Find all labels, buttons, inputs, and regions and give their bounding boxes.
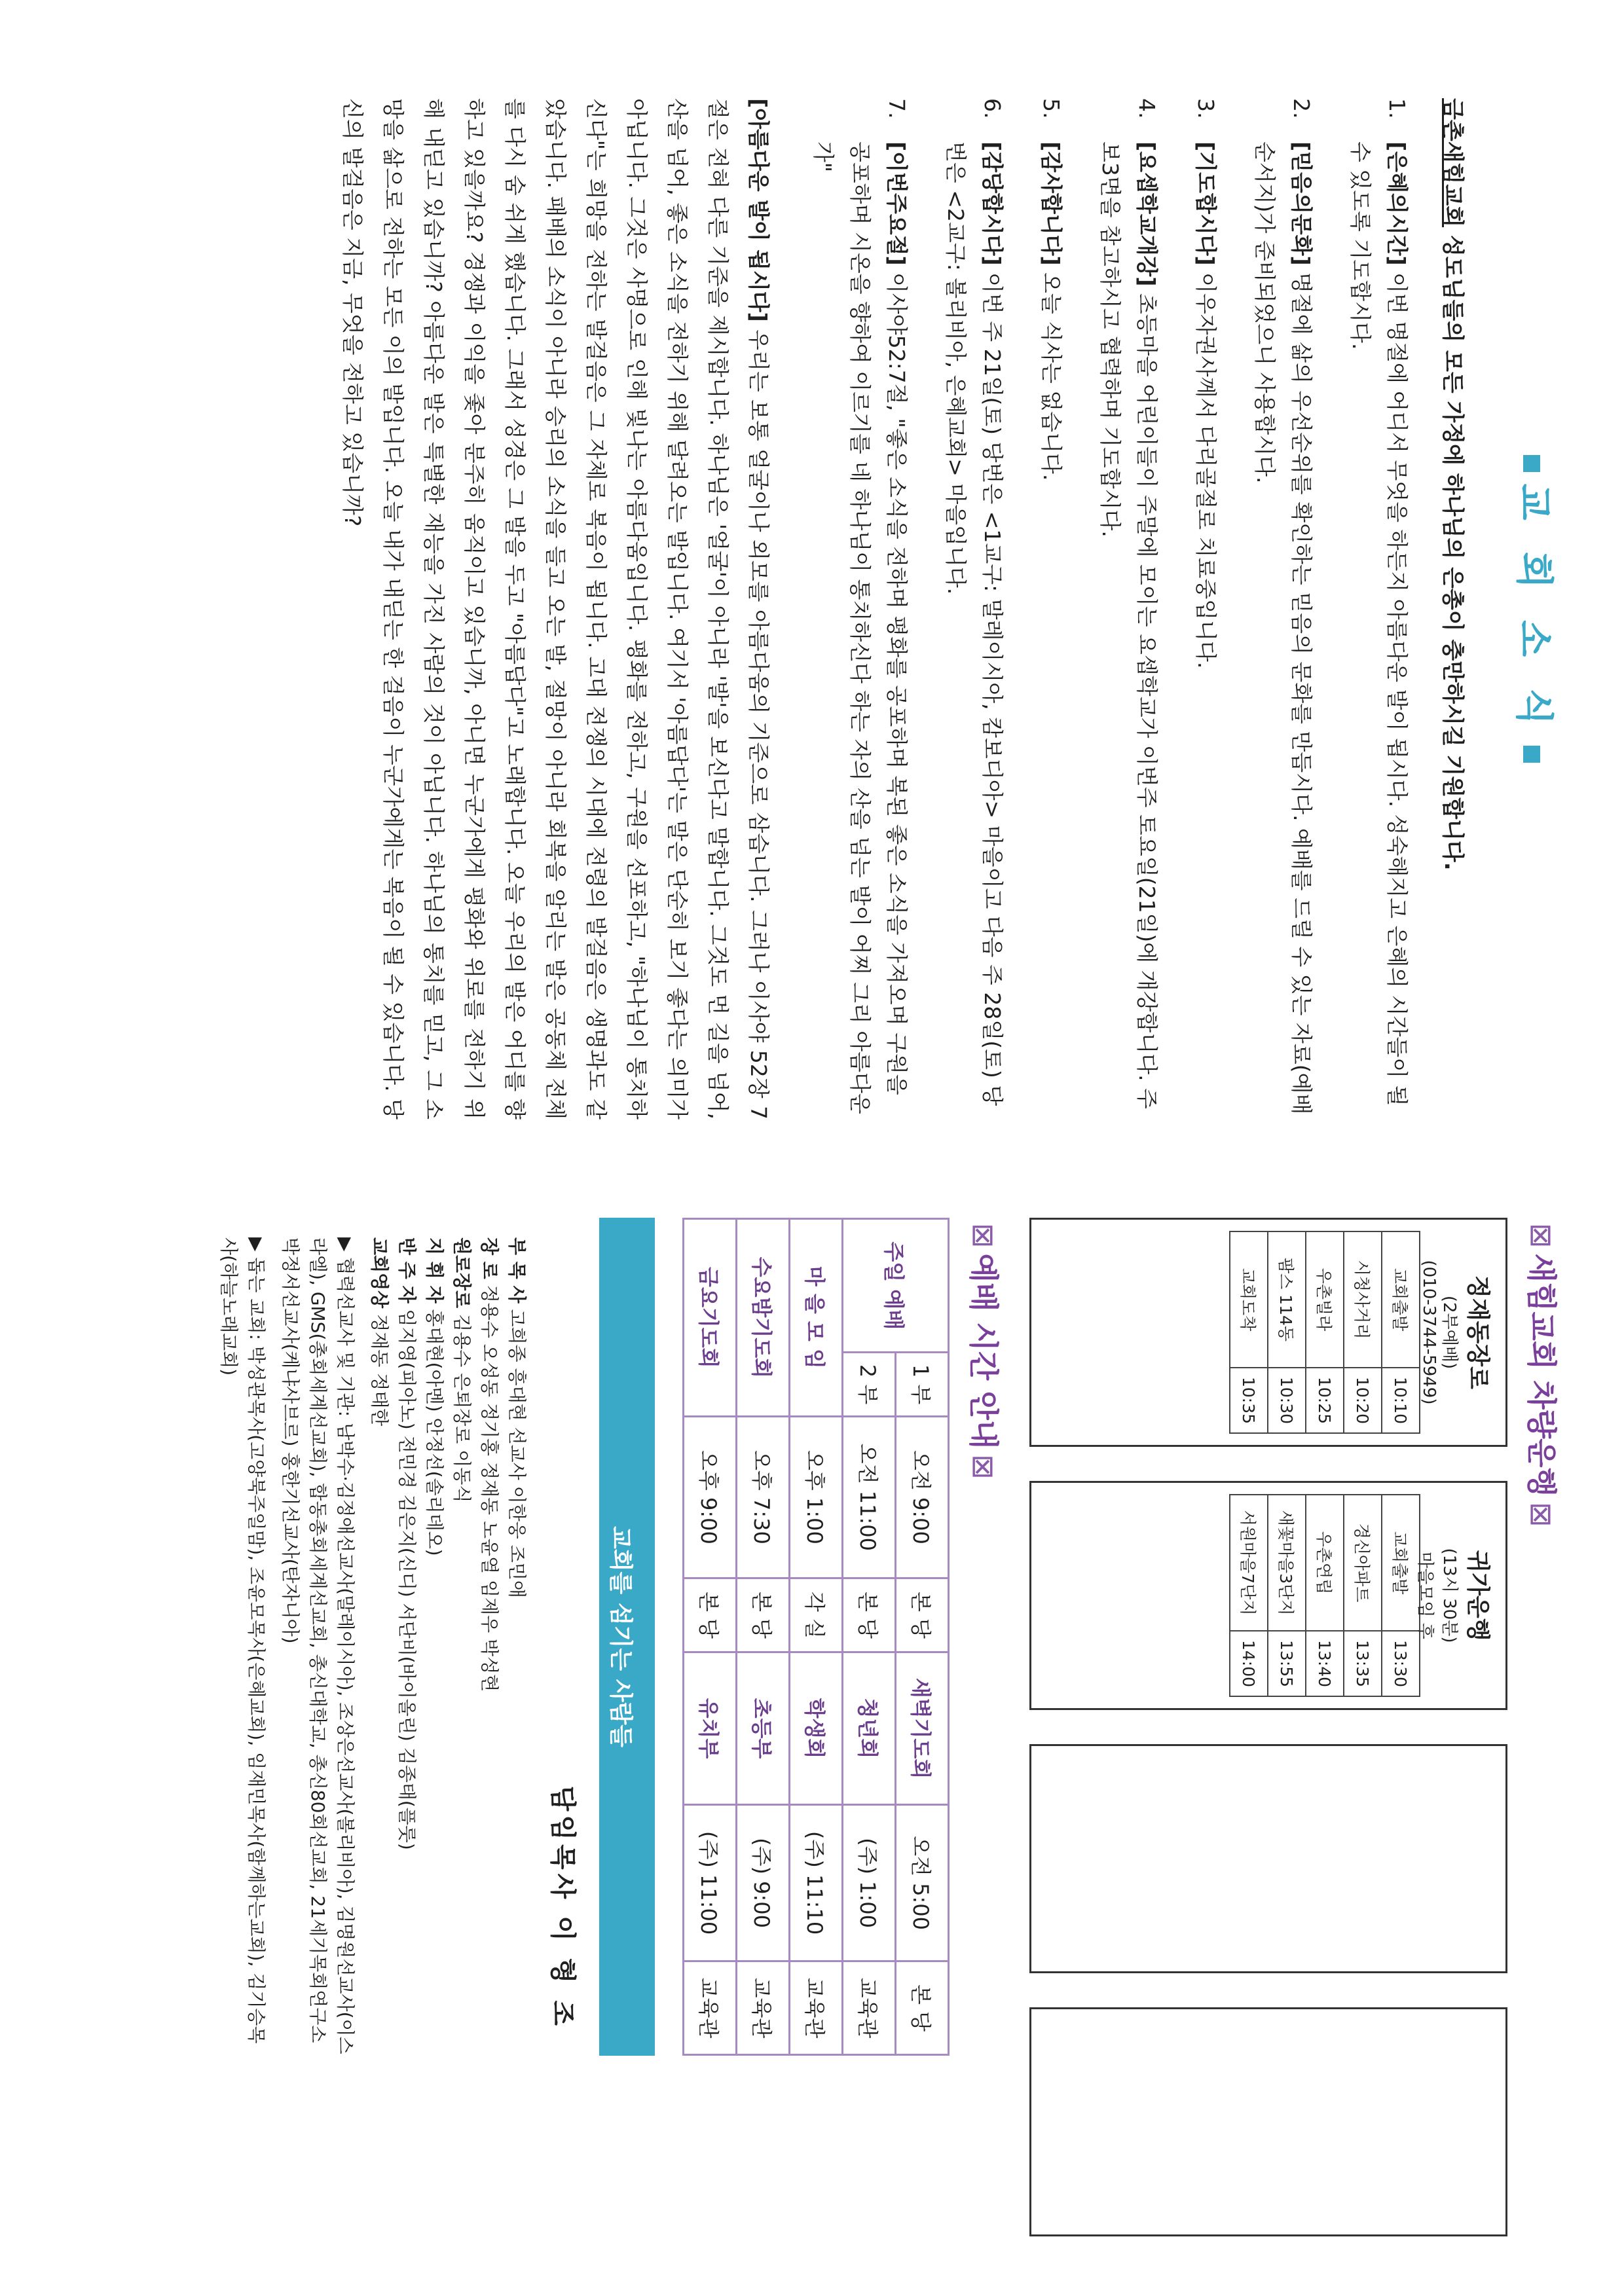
stop-time: 13:55: [1268, 1631, 1306, 1696]
table-cell: 본 당: [684, 1578, 737, 1652]
stop-time: 10:30: [1268, 1368, 1306, 1433]
item-number: 7.: [884, 98, 910, 119]
news-item: [1033, 98, 1069, 1120]
stop-name: 우촌연립: [1306, 1495, 1344, 1631]
table-cell: (주) 1:00: [843, 1805, 896, 1961]
news-item: [937, 98, 1010, 1120]
table-row: [1382, 1231, 1420, 1433]
greeting-text: 성도님들의 모든 가정에 하나님의 은총이 충만하시길 기원합니다.: [1439, 227, 1466, 871]
item-number: 1.: [1384, 98, 1410, 119]
item-number: 2.: [1289, 98, 1314, 119]
church-name: 금촌새힘교회: [1439, 98, 1466, 228]
stop-time: 10:20: [1344, 1368, 1382, 1433]
table-row: [1344, 1495, 1382, 1696]
stop-name: 시청사거리: [1344, 1231, 1382, 1368]
staff-header: 교회를 섬기는 사람들: [599, 1218, 643, 2056]
news-item: [1342, 98, 1415, 1120]
table-cell: 오전 9:00: [896, 1416, 949, 1578]
item-number: 3.: [1193, 98, 1219, 119]
item-head: [은혜의시간]: [1384, 141, 1410, 266]
bus-route-box: [1029, 1481, 1507, 1710]
special-head: [아름다운 발이 됩시다]: [746, 98, 771, 322]
table-cell: 2 부: [843, 1353, 896, 1416]
table-cell: (주) 11:10: [790, 1805, 843, 1961]
table-cell: 새벽기도회: [896, 1652, 949, 1804]
item-head: [이번주요절]: [884, 141, 910, 266]
staff-role: 장 로: [479, 1237, 500, 1279]
square-ornament-icon: [1523, 455, 1540, 472]
table-row: [737, 1219, 790, 2055]
table-cell: 교육관: [843, 1961, 896, 2054]
item-number: 5.: [1039, 98, 1064, 119]
staff-names: 정재동 정태한: [369, 1308, 390, 1427]
item-head: [감사합니다]: [1039, 141, 1064, 266]
special-column: [332, 98, 779, 1120]
stop-name: 새꽃마을3단지: [1268, 1495, 1306, 1631]
bus-route-title: 정재동장로: [1464, 1275, 1491, 1389]
item-head: [믿음의문화]: [1289, 141, 1314, 266]
table-row: [1230, 1495, 1268, 1696]
table-cell: 본 당: [843, 1578, 896, 1652]
item-number: 4.: [1134, 98, 1160, 119]
table-cell: 오전 5:00: [896, 1805, 949, 1961]
stop-time: 13:35: [1344, 1631, 1382, 1696]
senior-pastor: 담임목사 이 형 조: [547, 1785, 578, 2030]
staff-line: [365, 1218, 393, 2056]
staff-role: 원로장로: [451, 1237, 473, 1309]
bus-route-box: [1029, 1218, 1507, 1447]
item-number: 6.: [980, 98, 1005, 119]
special-text: 우리는 보통 얼굴이나 외모를 아름다움의 기준으로 삼습니다. 그러나 이사야 52장 7절은 전혀 다른 기준을 제시합니다. 하나님은 '얼굴'이 아니라 '발'을 보신다고 말합니다. 그것도 먼 길을 넘어, 산을 넘어, 좋은 소식을 전하기 위해 달려오는 발입니다. 여기서 '아름답다'는 말은 단순히 보기 좋다는 의미가 아닙니다. 그것은 사명으로 인해 빛나는 아름다움입니다. 평화를 전하고, 구원을 선포하고, "하나님이 통치하신다"는 희망을 전하는 발걸음은 그 자체로 복음이 됩니다. 고대 전쟁의 시대에 전령의 발걸음은 생명과도 같았습니다. 패배의 소식이 아니라 승리의 소식을 들고 오는 발, 절망이 아니라 회복을 알리는 발은 공동체 전체를 다시 숨 쉬게 했습니다. 그래서 성경은 그 발을 두고 "아름답다"고 노래합니다. 오늘 우리의 발은 어디를 향하고 있을까요? 경쟁과 이익을 좇아 분주히 움직이고 있습니까, 아니면 누군가에게 평화와 위로를 전하기 위해 내딛고 있습니까? 아름다운 발은 특별한 재능을 가진 사람의 것이 아닙니다. 하나님의 통치를 믿고, 그 소망을 삶으로 전하는 모든 이의 발입니다. 오늘 내가 내딛는 한 걸음이 누군가에게는 복음이 될 수 있습니다. 당신의 발걸음은 지금, 무엇을 전하고 있습니까?: [340, 98, 771, 1120]
news-greeting: [1439, 98, 1471, 1120]
table-row: [1306, 1231, 1344, 1433]
bus-grid: [1029, 1218, 1507, 2239]
table-cell: 본 당: [896, 1578, 949, 1652]
table-cell: (주) 9:00: [737, 1805, 790, 1961]
bus-route-sub: (2부예배): [1439, 1295, 1459, 1370]
table-row: [1306, 1495, 1344, 1696]
staff-names: 임지영(피아노) 전민경 김은지(신디) 서단비(바이올린) 김종태(플룻): [396, 1303, 418, 1850]
table-cell: 금요기도회: [684, 1219, 737, 1417]
table-cell: 마 을 모 임: [790, 1219, 843, 1417]
ornament-icon: ⊠: [1524, 1223, 1559, 1248]
table-row: [1230, 1231, 1268, 1433]
stop-time: 10:25: [1306, 1368, 1344, 1433]
news-title-text: 교 회 소 식: [1512, 483, 1557, 735]
mission-partners: ▶ 협력선교사 및 기관: 남박수·김정애선교사(말레이시아), 조상은선교사(볼리비아), 김명원선교사(이스라엘), GMS(총회세계선교회), 합동총회세계선교회, 총신대학교, 총신80회선교회, 21세기목회연구소 박정서선교사(케냐사브르) 홍한기선교사(탄자니아): [280, 1237, 356, 2054]
stop-name: 우촌빌라: [1306, 1231, 1344, 1368]
news-item: [1092, 98, 1165, 1120]
table-cell: 청년회: [843, 1652, 896, 1804]
ornament-icon: ⊠: [966, 1223, 1001, 1248]
staff-names: 김용수 은퇴장로 이동식: [451, 1308, 473, 1503]
staff-line: [503, 1218, 530, 2056]
bus-route-title: 귀가운행: [1464, 1550, 1491, 1641]
table-row: [1268, 1495, 1306, 1696]
stop-time: 14:00: [1230, 1631, 1268, 1696]
table-row: [1268, 1231, 1306, 1433]
table-cell: 본 당: [896, 1961, 949, 2054]
worship-title: 예배 시간 안내: [966, 1253, 1001, 1449]
news-item: [1187, 98, 1224, 1120]
table-cell: 주일 예배: [843, 1219, 949, 1353]
table-cell: 학생회: [790, 1652, 843, 1804]
table-row: [684, 1219, 737, 2055]
table-cell: 1 부: [896, 1353, 949, 1416]
table-cell: (주) 11:00: [684, 1805, 737, 1961]
stop-name: 서원마을7단지: [1230, 1495, 1268, 1631]
church-news: [59, 98, 1565, 1120]
stop-time: 13:30: [1382, 1631, 1420, 1696]
stop-time: 10:10: [1382, 1368, 1420, 1433]
table-cell: 수요밤기도회: [737, 1219, 790, 1417]
stop-name: 팜스 114동: [1268, 1231, 1306, 1368]
item-text: 이사야52:7절, "좋은 소식을 전하며 평화를 공포하며 복된 좋은 소식을 가져오며 구원을 공포하며 시온을 향하여 이르기를 네 하나님이 통치하신다 하는 자의 산을 넘는 발이 어찌 그리 아름다운가": [811, 141, 910, 1114]
ornament-icon: ⊠: [1524, 1502, 1559, 1527]
table-cell: 오후 7:30: [737, 1416, 790, 1578]
table-cell: 교육관: [737, 1961, 790, 2054]
staff-section: [215, 1218, 655, 2056]
bus-schedule-table: [1229, 1231, 1420, 1434]
table-cell: 교육관: [684, 1961, 737, 2054]
item-text: 이우자권사께서 다리골절로 치료중입니다.: [1193, 265, 1219, 669]
worship-table: [682, 1218, 950, 2056]
supporting-churches: ▶ 돕는 교회: 박성관목사(고양북주일맘), 조윤모목사(은혜교회), 임재민목사(함께하는교회), 김기승목사(하늘노래교회): [218, 1237, 267, 2044]
staff-line: [420, 1218, 448, 2056]
staff-role: 반 주 자: [396, 1237, 418, 1303]
staff-names: 홍대현(아멘) 안정선(솔리데오): [424, 1303, 445, 1556]
staff-role: 교회영상: [369, 1237, 390, 1309]
staff-line: [393, 1218, 420, 2056]
bus-route-sub: (010-3744-5949): [1419, 1260, 1439, 1405]
bus-schedule-table: [1229, 1494, 1420, 1697]
staff-names: 고희종 흥대현 선교사 이한웅 조민애: [506, 1303, 528, 1598]
table-cell: 오후 9:00: [684, 1416, 737, 1578]
item-head: [감당합시다]: [980, 141, 1005, 266]
stop-name: 교회도착: [1230, 1231, 1268, 1368]
table-row: [1344, 1231, 1382, 1433]
bus-route-box-empty: [1029, 1744, 1507, 1973]
item-head: [요셉학교개강]: [1134, 141, 1160, 287]
stop-time: 13:40: [1306, 1631, 1344, 1696]
square-ornament-icon: [1523, 746, 1540, 763]
stop-time: 10:35: [1230, 1368, 1268, 1433]
right-panel: [59, 1218, 1565, 2239]
bus-section-title: [1522, 1218, 1565, 2239]
table-cell: 교육관: [790, 1961, 843, 2054]
table-cell: 각 실: [790, 1578, 843, 1652]
table-cell: 초등부: [737, 1652, 790, 1804]
stop-name: 교회출발: [1382, 1495, 1420, 1631]
staff-line: [448, 1218, 475, 2056]
worship-section-title: [964, 1218, 1007, 2239]
bus-route-sub: (13시 30분): [1439, 1548, 1459, 1643]
table-cell: 본 당: [737, 1578, 790, 1652]
stop-name: 경신아파트: [1344, 1495, 1382, 1631]
news-item: [805, 98, 915, 1120]
news-title: [1510, 98, 1565, 1120]
bus-route-box-empty: [1029, 2007, 1507, 2236]
item-text: 이번 명절에 어디서 무엇을 하든지 아름다운 발이 됩시다. 성숙해지고 은혜의 시간들이 될 수 있도록 기도합시다.: [1348, 141, 1410, 1106]
item-text: 이번 주 21일(토) 당번은 <1교구: 말레이시아, 캄보디아> 마을이고 다음 주 28일(토) 당번은 <2교구: 볼리비아, 은혜교회> 마을입니다.: [943, 141, 1005, 1106]
stop-name: 교회출발: [1382, 1231, 1420, 1368]
staff-line: [475, 1218, 503, 2056]
table-row: [896, 1219, 949, 2055]
ornament-icon: ⊠: [966, 1454, 1001, 1480]
news-item: [1246, 98, 1320, 1120]
table-cell: 오전 11:00: [843, 1416, 896, 1578]
staff-role: 지 휘 자: [424, 1237, 445, 1303]
staff-names: 정용수 오성동 정기홍 정재동 노윤열 임제우 박성현: [479, 1279, 500, 1692]
table-cell: 유치부: [684, 1652, 737, 1804]
staff-role: 부 목 사: [506, 1237, 528, 1303]
item-head: [기도합시다]: [1193, 141, 1219, 266]
item-text: 오늘 식사는 없습니다.: [1039, 265, 1064, 481]
item-text: 명절에 삶의 우선순위를 확인하는 믿음의 문화를 만듭시다. 예배를 드릴 수 있는 자료(예배순서지)가 준비되었으니 사용합시다.: [1252, 141, 1314, 1115]
bus-title: 새힘교회 차량운행: [1524, 1253, 1559, 1497]
table-cell: 오후 1:00: [790, 1416, 843, 1578]
table-row: [790, 1219, 843, 2055]
bus-route-sub: 마을모임 후: [1415, 1552, 1435, 1639]
item-text: 초등마을 어린이들이 주말에 모이는 요셉학교가 이번주 토요일(21일)에 개강합니다. 주보3면을 참고하시고 협력하며 기도합시다.: [1098, 141, 1160, 1109]
